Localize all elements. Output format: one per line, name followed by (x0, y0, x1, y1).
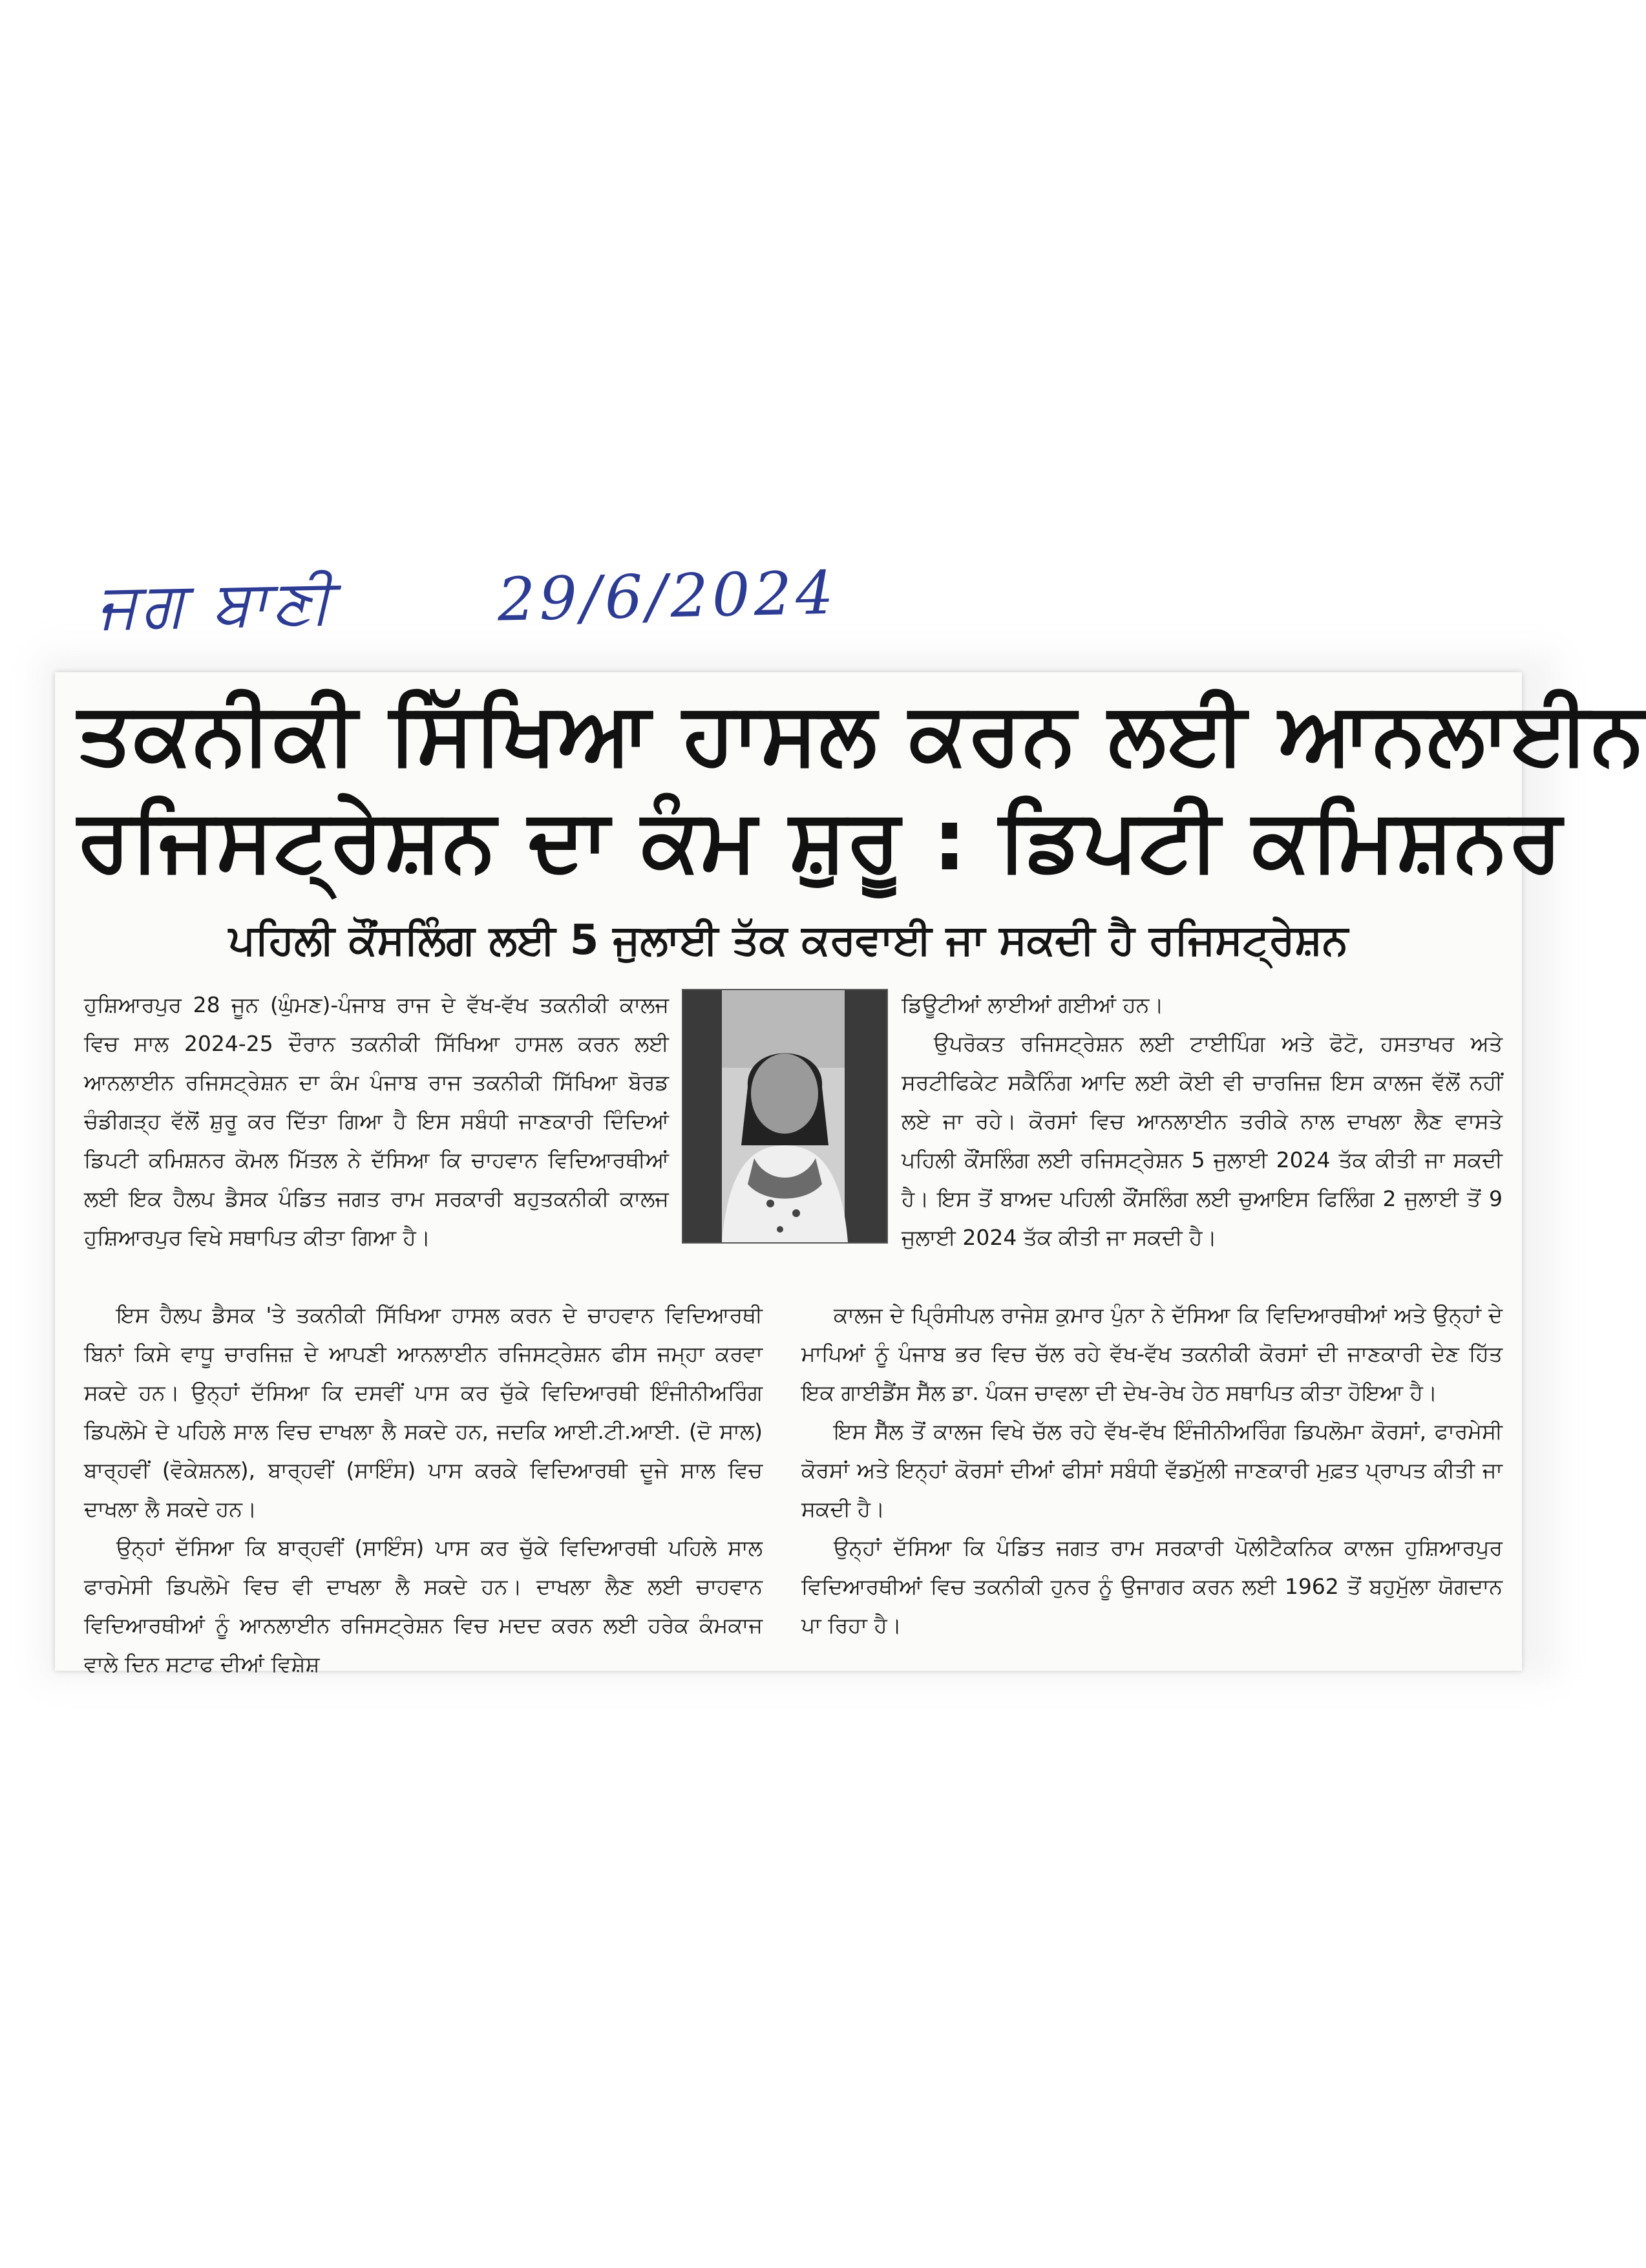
handwritten-paper-name: ਜਗ ਬਾਣੀ (96, 564, 336, 642)
right-para-1: ਡਿਊਟੀਆਂ ਲਾਈਆਂ ਗਈਆਂ ਹਨ। (902, 992, 1164, 1017)
right-column-top (902, 986, 1503, 1296)
portrait-icon (683, 990, 887, 1242)
left-para-3: ਉਨ੍ਹਾਂ ਦੱਸਿਆ ਕਿ ਬਾਰ੍ਹਵੀਂ (ਸਾਇੰਸ) ਪਾਸ ਕਰ ਚੁੱਕੇ ਵਿਦਿਆਰਥੀ ਪਹਿਲੇ ਸਾਲ ਫਾਰਮੇਸੀ ਡਿਪਲੋਮੇ ਵਿਚ ਵੀ ਦਾਖਲਾ ਲੈ ਸਕਦੇ ਹਨ। ਦਾਖਲਾ ਲੈਣ ਲਈ ਚਾਹਵਾਨ ਵਿਦਿਆਰਥੀਆਂ ਨੂੰ ਆਨਲਾਈਨ ਰਜਿਸਟ੍ਰੇਸ਼ਨ ਵਿਚ ਮਦਦ ਕਰਨ ਲਈ ਹਰੇਕ ਕੰਮਕਾਜ ਵਾਲੇ ਦਿਨ ਸਟਾਫ ਦੀਆਂ ਵਿਸ਼ੇਸ਼ (84, 1535, 763, 1677)
right-para-5: ਉਨ੍ਹਾਂ ਦੱਸਿਆ ਕਿ ਪੰਡਿਤ ਜਗਤ ਰਾਮ ਸਰਕਾਰੀ ਪੋਲੀਟੈਕਨਿਕ ਕਾਲਜ ਹੁਸ਼ਿਆਰਪੁਰ ਵਿਦਿਆਰਥੀਆਂ ਵਿਚ ਤਕਨੀਕੀ ਹੁਨਰ ਨੂੰ ਉਜਾਗਰ ਕਰਨ ਲਈ 1962 ਤੋਂ ਬਹੁਮੁੱਲਾ ਯੋਗਦਾਨ ਪਾ ਰਿਹਾ ਹੈ। (801, 1535, 1503, 1638)
left-column-bottom (84, 1296, 763, 1677)
handwritten-annotation (96, 547, 938, 661)
right-column-bottom (801, 1296, 1503, 1658)
headline-line-1: ਤਕਨੀਕੀ ਸਿੱਖਿਆ ਹਾਸਲ ਕਰਨ ਲਈ ਆਨਲਾਈਨ (78, 684, 1646, 783)
headline-line-2: ਰਜਿਸਟ੍ਰੇਸ਼ਨ ਦਾ ਕੰਮ ਸ਼ੁਰੂ : ਡਿਪਟੀ ਕਮਿਸ਼ਨਰ (78, 790, 1564, 890)
handwritten-date: 29/6/2024 (496, 558, 838, 635)
right-para-4: ਇਸ ਸੈੱਲ ਤੋਂ ਕਾਲਜ ਵਿਖੇ ਚੱਲ ਰਹੇ ਵੱਖ-ਵੱਖ ਇੰਜੀਨੀਅਰਿੰਗ ਡਿਪਲੋਮਾ ਕੋਰਸਾਂ, ਫਾਰਮੇਸੀ ਕੋਰਸਾਂ ਅਤੇ ਇਨ੍ਹਾਂ ਕੋਰਸਾਂ ਦੀਆਂ ਫੀਸਾਂ ਸਬੰਧੀ ਵੱਡਮੁੱਲੀ ਜਾਣਕਾਰੀ ਮੁਫ਼ਤ ਪ੍ਰਾਪਤ ਕੀਤੀ ਜਾ ਸਕਦੀ ਹੈ। (801, 1419, 1503, 1521)
left-column-top (84, 986, 669, 1296)
right-para-3: ਕਾਲਜ ਦੇ ਪ੍ਰਿੰਸੀਪਲ ਰਾਜੇਸ਼ ਕੁਮਾਰ ਪੁੰਨਾ ਨੇ ਦੱਸਿਆ ਕਿ ਵਿਦਿਆਰਥੀਆਂ ਅਤੇ ਉਨ੍ਹਾਂ ਦੇ ਮਾਪਿਆਂ ਨੂੰ ਪੰਜਾਬ ਭਰ ਵਿਚ ਚੱਲ ਰਹੇ ਵੱਖ-ਵੱਖ ਤਕਨੀਕੀ ਕੋਰਸਾਂ ਦੀ ਜਾਣਕਾਰੀ ਦੇਣ ਹਿੱਤ ਇਕ ਗਾਈਡੈਂਸ ਸੈੱਲ ਡਾ. ਪੰਕਜ ਚਾਵਲਾ ਦੀ ਦੇਖ-ਰੇਖ ਹੇਠ ਸਥਾਪਿਤ ਕੀਤਾ ਹੋਇਆ ਹੈ। (801, 1302, 1503, 1405)
subheadline: ਪਹਿਲੀ ਕੌਂਸਲਿੰਗ ਲਈ 5 ਜੁਲਾਈ ਤੱਕ ਕਰਵਾਈ ਜਾ ਸਕਦੀ ਹੈ ਰਜਿਸਟ੍ਰੇਸ਼ਨ (228, 917, 1349, 964)
right-para-2: ਉਪਰੋਕਤ ਰਜਿਸਟ੍ਰੇਸ਼ਨ ਲਈ ਟਾਈਪਿੰਗ ਅਤੇ ਫੋਟੋ, ਹਸਤਾਖਰ ਅਤੇ ਸਰਟੀਫਿਕੇਟ ਸਕੈਨਿੰਗ ਆਦਿ ਲਈ ਕੋਈ ਵੀ ਚਾਰਜਿਜ਼ ਇਸ ਕਾਲਜ ਵੱਲੋਂ ਨਹੀਂ ਲਏ ਜਾ ਰਹੇ। ਕੋਰਸਾਂ ਵਿਚ ਆਨਲਾਈਨ ਤਰੀਕੇ ਨਾਲ ਦਾਖਲਾ ਲੈਣ ਵਾਸਤੇ ਪਹਿਲੀ ਕੌਂਸਲਿੰਗ ਲਈ ਰਜਿਸਟ੍ਰੇਸ਼ਨ 5 ਜੁਲਾਈ 2024 ਤੱਕ ਕੀਤੀ ਜਾ ਸਕਦੀ ਹੈ। ਇਸ ਤੋਂ ਬਾਅਦ ਪਹਿਲੀ ਕੌਂਸਲਿੰਗ ਲਈ ਚੁਆਇਸ ਫਿਲਿੰਗ 2 ਜੁਲਾਈ ਤੋਂ 9 ਜੁਲਾਈ 2024 ਤੱਕ ਕੀਤੀ ਜਾ ਸਕਦੀ ਹੈ। (902, 1031, 1503, 1250)
left-para-1: ਹੁਸ਼ਿਆਰਪੁਰ 28 ਜੂਨ (ਘੁੰਮਣ)-ਪੰਜਾਬ ਰਾਜ ਦੇ ਵੱਖ-ਵੱਖ ਤਕਨੀਕੀ ਕਾਲਜ ਵਿਚ ਸਾਲ 2024-25 ਦੌਰਾਨ ਤਕਨੀਕੀ ਸਿੱਖਿਆ ਹਾਸਲ ਕਰਨ ਲਈ ਆਨਲਾਈਨ ਰਜਿਸਟ੍ਰੇਸ਼ਨ ਦਾ ਕੰਮ ਪੰਜਾਬ ਰਾਜ ਤਕਨੀਕੀ ਸਿੱਖਿਆ ਬੋਰਡ ਚੰਡੀਗੜ੍ਹ ਵੱਲੋਂ ਸ਼ੁਰੂ ਕਰ ਦਿੱਤਾ ਗਿਆ ਹੈ ਇਸ ਸਬੰਧੀ ਜਾਣਕਾਰੀ ਦਿੰਦਿਆਂ ਡਿਪਟੀ ਕਮਿਸ਼ਨਰ ਕੋਮਲ ਮਿੱਤਲ ਨੇ ਦੱਸਿਆ ਕਿ ਚਾਹਵਾਨ ਵਿਦਿਆਰਥੀਆਂ ਲਈ ਇਕ ਹੈਲਪ ਡੈਸਕ ਪੰਡਿਤ ਜਗਤ ਰਾਮ ਸਰਕਾਰੀ ਬਹੁਤਕਨੀਕੀ ਕਾਲਜ ਹੁਸ਼ਿਆਰਪੁਰ ਵਿਖੇ ਸਥਾਪਿਤ ਕੀਤਾ ਗਿਆ ਹੈ। (84, 992, 669, 1250)
portrait-photo (682, 989, 888, 1244)
left-para-2: ਇਸ ਹੈਲਪ ਡੈਸਕ 'ਤੇ ਤਕਨੀਕੀ ਸਿੱਖਿਆ ਹਾਸਲ ਕਰਨ ਦੇ ਚਾਹਵਾਨ ਵਿਦਿਆਰਥੀ ਬਿਨਾਂ ਕਿਸੇ ਵਾਧੂ ਚਾਰਜਿਜ਼ ਦੇ ਆਪਣੀ ਆਨਲਾਈਨ ਰਜਿਸਟ੍ਰੇਸ਼ਨ ਫੀਸ ਜਮ੍ਹਾ ਕਰਵਾ ਸਕਦੇ ਹਨ। ਉਨ੍ਹਾਂ ਦੱਸਿਆ ਕਿ ਦਸਵੀਂ ਪਾਸ ਕਰ ਚੁੱਕੇ ਵਿਦਿਆਰਥੀ ਇੰਜੀਨੀਅਰਿੰਗ ਡਿਪਲੋਮੇ ਦੇ ਪਹਿਲੇ ਸਾਲ ਵਿਚ ਦਾਖਲਾ ਲੈ ਸਕਦੇ ਹਨ, ਜਦਕਿ ਆਈ.ਟੀ.ਆਈ. (ਦੋ ਸਾਲ) ਬਾਰ੍ਹਵੀਂ (ਵੋਕੇਸ਼ਨਲ), ਬਾਰ੍ਹਵੀਂ (ਸਾਇੰਸ) ਪਾਸ ਕਰਕੇ ਵਿਦਿਆਰਥੀ ਦੂਜੇ ਸਾਲ ਵਿਚ ਦਾਖਲਾ ਲੈ ਸਕਦੇ ਹਨ। (84, 1302, 763, 1521)
